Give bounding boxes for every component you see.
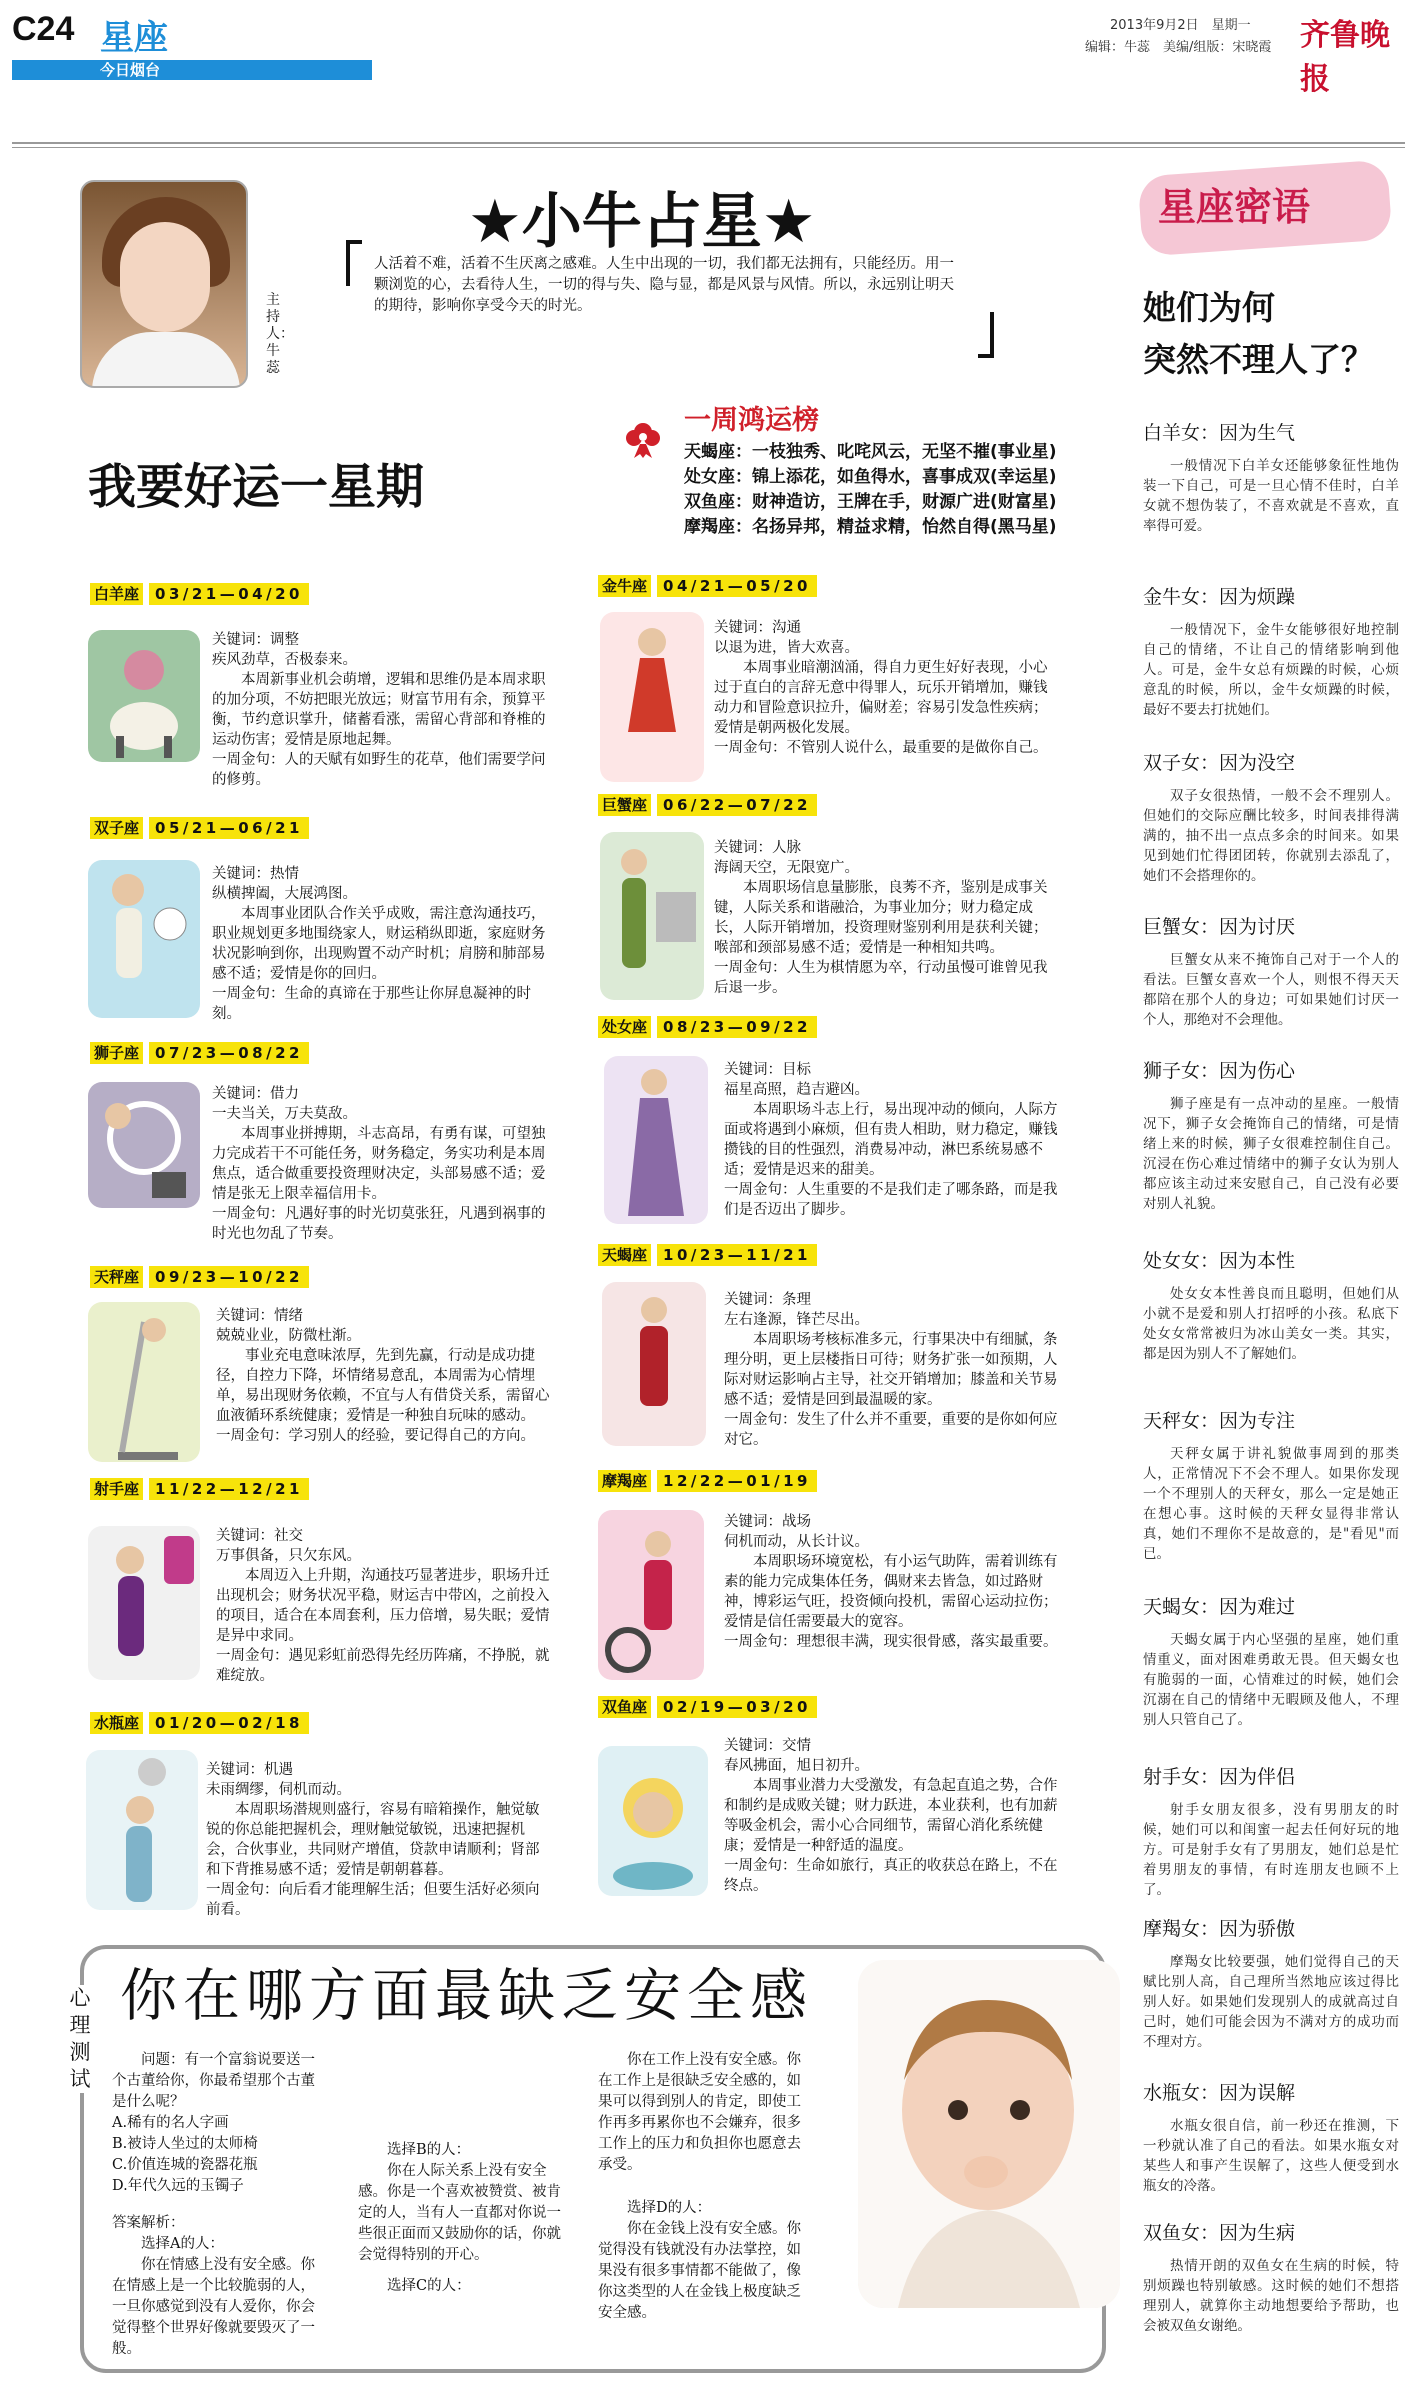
sign-name: 巨蟹座 bbox=[598, 794, 651, 816]
virgo-illustration bbox=[604, 1056, 708, 1224]
option: B.被诗人坐过的太师椅 bbox=[112, 2136, 258, 2152]
motto: 一周金句：人生重要的不是我们走了哪条路，而是我们是否迈出了脚步。 bbox=[724, 1182, 1058, 1218]
cancer-illustration bbox=[600, 832, 704, 1000]
fortune-list bbox=[684, 440, 1057, 540]
answer-c-text: 你在工作上没有安全感。你在工作上是很缺乏安全感的，如果可以得到别人的肯定，即使工作再多再累你也不会嫌弃，很多工作上的压力和负担你也愿意去承受。 bbox=[598, 2052, 801, 2173]
sidebar-item: 摩羯女：因为骄傲 摩羯女比较要强，她们觉得自己的天赋比别人高，自己理所当然地应该过得比别人好。如果她们发现别人的成就高过自己时，她们可能会因为不满对方的成功而不理对方。 bbox=[1143, 1918, 1399, 2050]
keyword: 关键词：条理 bbox=[724, 1292, 811, 1308]
phrase: 未雨绸缪，伺机而动。 bbox=[206, 1782, 351, 1798]
sign-date: 06/22—07/22 bbox=[657, 794, 817, 816]
sign-name: 射手座 bbox=[90, 1478, 143, 1500]
forecast: 本周事业团队合作关乎成败，需注意沟通技巧，职业规划更多地围绕家人，财运稍纵即逝，家庭财务状况影响到你，出现购置不动产时机；肩膀和肺部易感不适；爱情是你的回归。 bbox=[212, 906, 546, 982]
sign-name: 水瓶座 bbox=[90, 1712, 143, 1734]
aquarius-illustration bbox=[86, 1750, 198, 1910]
keyword: 关键词：借力 bbox=[212, 1086, 299, 1102]
ribbon-flower-icon bbox=[622, 418, 664, 460]
forecast: 本周职场潜规则盛行，容易有暗箱操作，触觉敏锐的你总能把握机会，理财触觉敏锐，迅速把握机会，合伙事业，共同财产增值，贷款申请顺利；肾部和下背推易感不适；爱情是朝朝暮暮。 bbox=[206, 1802, 540, 1878]
section-title: 星座 bbox=[100, 18, 168, 58]
phrase: 海阔天空，无限宽广。 bbox=[714, 860, 859, 876]
sagittarius-illustration bbox=[88, 1526, 200, 1680]
forecast: 本周事业暗潮汹涌，得自力更生好好表现，小心过于直白的言辞无意中得罪人，玩乐开销增加，赚钱动力和冒险意识拉升，偏财差；容易引发急性疾病；爱情是朝两极化发展。 bbox=[714, 660, 1048, 736]
forecast: 本周职场环境宽松，有小运气助阵，需着训练有素的能力完成集体任务，偶财来去皆急，如过路财神，博彩运气旺，投资倾向投机，需留心运动拉伤；爱情是信任需要最大的宽容。 bbox=[724, 1554, 1058, 1630]
sidebar-item: 天蝎女：因为难过 天蝎女属于内心坚强的星座，她们重情重义，面对困难勇敢无畏。但天蝎女也有脆弱的一面，心情难过的时候，她们会沉溺在自己的情绪中无暇顾及他人，不理别人只管自己了。 bbox=[1143, 1596, 1399, 1728]
question-line: 她们为何 bbox=[1143, 288, 1275, 327]
motto: 一周金句：遇见彩虹前恐得先经历阵痛，不挣脱，就难绽放。 bbox=[216, 1648, 550, 1684]
motto: 一周金句：发生了什么并不重要，重要的是你如何应对它。 bbox=[724, 1412, 1058, 1448]
sign-name: 天秤座 bbox=[90, 1266, 143, 1288]
psych-test-title: 你在哪方面最缺乏安全感 bbox=[120, 1963, 813, 2029]
answer-label: 答案解析： bbox=[112, 2215, 185, 2231]
phrase: 兢兢业业，防微杜渐。 bbox=[216, 1328, 361, 1344]
answer-a-label: 选择A的人： bbox=[141, 2236, 224, 2252]
forecast: 本周事业拼搏期，斗志高昂，有勇有谋，可望独力完成若干不可能任务，财务稳定，务实功利是本周焦点，适合做重要投资理财决定，头部易感不适；爱情是张无上限幸福信用卡。 bbox=[212, 1126, 546, 1202]
sidebar-item: 处女女：因为本性 处女女本性善良而且聪明，但她们从小就不是爱和别人打招呼的小孩。私底下处女女常常被归为冰山美女一类。其实，都是因为别人不了解她们。 bbox=[1143, 1250, 1399, 1362]
cancer-header bbox=[598, 794, 817, 816]
taurus-illustration bbox=[600, 612, 704, 782]
sign-date: 04/21—05/20 bbox=[657, 575, 817, 597]
keyword: 关键词：目标 bbox=[724, 1062, 811, 1078]
sign-name: 狮子座 bbox=[90, 1042, 143, 1064]
libra-header bbox=[90, 1266, 309, 1288]
keyword: 关键词：战场 bbox=[724, 1514, 811, 1530]
phrase: 万事俱备，只欠东风。 bbox=[216, 1548, 361, 1564]
sidebar-item: 射手女：因为伴侣 射手女朋友很多，没有男朋友的时候，她们可以和闺蜜一起去任何好玩的地方。可是射手女有了男朋友，她们总是忙着男朋友的事情，有时连朋友也顾不上了。 bbox=[1143, 1766, 1399, 1898]
fortune-item: 天蝎座：一枝独秀、叱咤风云，无坚不摧(事业星) bbox=[684, 442, 1057, 462]
sign-date: 07/23—08/22 bbox=[149, 1042, 309, 1064]
keyword: 关键词：人脉 bbox=[714, 840, 801, 856]
sidebar-item: 狮子女：因为伤心 狮子座是有一点冲动的星座。一般情况下，狮子女会掩饰自己的情绪，可是情绪上来的时候，狮子女很难控制住自己。沉浸在伤心难过情绪中的狮子女认为别人都应该主动过来安慰自己，自己没有必要对别人礼貌。 bbox=[1143, 1060, 1399, 1212]
quote-bracket-right bbox=[978, 312, 994, 358]
keyword: 关键词：调整 bbox=[212, 632, 299, 648]
answer-c-label: 选择C的人： bbox=[387, 2278, 471, 2294]
question: 问题：有一个富翁说要送一个古董给你，你最希望那个古董是什么呢？ bbox=[112, 2052, 315, 2110]
capricorn-illustration bbox=[598, 1510, 704, 1680]
aries-illustration bbox=[88, 630, 200, 762]
phrase: 左右逢源，锋芒尽出。 bbox=[724, 1312, 869, 1328]
forecast: 本周新事业机会萌增，逻辑和思维仍是本周求职的加分项，不妨把眼光放远；财富节用有余，预算平衡，节约意识掌升，储蓄看涨，需留心背部和脊椎的运动伤害；爱情是原地起舞。 bbox=[212, 672, 546, 748]
sidebar-item: 双鱼女：因为生病 热情开朗的双鱼女在生病的时候，特别烦躁也特别敏感。这时候的她们不想搭理别人，就算你主动地想要给予帮助，也会被双鱼女谢绝。 bbox=[1143, 2222, 1399, 2334]
fortune-item: 摩羯座：名扬异邦，精益求精，怡然自得(黑马星) bbox=[684, 517, 1057, 537]
host-label: 主持人：牛蕊 bbox=[266, 292, 294, 376]
phrase: 伺机而动，从长计议。 bbox=[724, 1534, 869, 1550]
sign-date: 09/23—10/22 bbox=[149, 1266, 309, 1288]
sign-name: 处女座 bbox=[598, 1016, 651, 1038]
column-title: ★小牛占星★ bbox=[468, 187, 816, 257]
forecast: 事业充电意味浓厚，先到先赢，行动是成功捷径，自控力下降，坏情绪易意乱，本周需为心情埋单，易出现财务依赖，不宜与人有借贷关系，需留心血液循环系统健康；爱情是一种独自玩味的感动。 bbox=[216, 1348, 550, 1424]
psych-test-tag: 心理测试 bbox=[66, 1985, 94, 2093]
motto: 一周金句：生命的真谛在于那些让你屏息凝神的时刻。 bbox=[212, 986, 531, 1022]
libra-illustration bbox=[88, 1302, 200, 1462]
sign-date: 10/23—11/21 bbox=[657, 1244, 817, 1266]
keyword: 关键词：情绪 bbox=[216, 1308, 303, 1324]
keyword: 关键词：沟通 bbox=[714, 620, 801, 636]
sign-name: 金牛座 bbox=[598, 575, 651, 597]
sign-date: 05/21—06/21 bbox=[149, 817, 309, 839]
sidebar-item: 巨蟹女：因为讨厌 巨蟹女从来不掩饰自己对于一个人的看法。巨蟹女喜欢一个人，则恨不得天天都陪在那个人的身边；可如果她们讨厌一个人，那绝对不会理他。 bbox=[1143, 916, 1399, 1028]
motto: 一周金句：凡遇好事的时光切莫张狂，凡遇到祸事的时光也勿乱了节奏。 bbox=[212, 1206, 546, 1242]
host-photo bbox=[80, 180, 248, 388]
sidebar-item: 天秤女：因为专注 天秤女属于讲礼貌做事周到的那类人，正常情况下不会不理人。如果你发现一个不理别人的天秤女，那么一定是她正在想心事。这时候的天秤女显得非常认真，她们不理你不是故意的，是"看见"而已。 bbox=[1143, 1410, 1399, 1562]
sign-name: 双鱼座 bbox=[598, 1696, 651, 1718]
answer-b-label: 选择B的人： bbox=[387, 2142, 471, 2158]
virgo-header bbox=[598, 1016, 817, 1038]
sign-date: 08/23—09/22 bbox=[657, 1016, 817, 1038]
baby-photo bbox=[858, 1960, 1120, 2308]
phrase: 春风拂面，旭日初升。 bbox=[724, 1758, 869, 1774]
pisces-illustration bbox=[598, 1746, 708, 1896]
sign-date: 02/19—03/20 bbox=[657, 1696, 817, 1718]
aquarius-header bbox=[90, 1712, 309, 1734]
slogan-headline: 我要好运一星期 bbox=[88, 459, 425, 515]
quote-bracket-left bbox=[346, 240, 362, 286]
motto: 一周金句：学习别人的经验，要记得自己的方向。 bbox=[216, 1428, 535, 1444]
motto: 一周金句：理想很丰满，现实很骨感，落实最重要。 bbox=[724, 1634, 1058, 1650]
forecast: 本周事业潜力大受激发，有急起直追之势，合作和制约是成败关键；财力跃进，本业获利，也有加薪等吸金机会，需小心合同细节，需留心消化系统健康；爱情是一种舒适的温度。 bbox=[724, 1778, 1058, 1854]
phrase: 疾风劲草，否极泰来。 bbox=[212, 652, 357, 668]
scorpio-illustration bbox=[602, 1282, 706, 1446]
section-bar: 今日烟台 bbox=[12, 60, 372, 80]
column-intro: 人活着不难，活着不生厌离之感难。人生中出现的一切，我们都无法拥有，只能经历。用一颗浏览的心，去看待人生，一切的得与失、隐与显，都是风景与风情。所以，永远别让明天的期待，影响你享受今天的时光。 bbox=[374, 256, 954, 314]
motto: 一周金句：不管别人说什么，最重要的是做你自己。 bbox=[714, 740, 1048, 756]
editors-line: 编辑：牛蕊 美编/组版：宋晓霞 bbox=[1085, 40, 1272, 55]
keyword: 关键词：机遇 bbox=[206, 1762, 293, 1778]
fortune-item: 双鱼座：财神造访，王牌在手，财源广进(财富星) bbox=[684, 492, 1057, 512]
motto: 一周金句：人生为棋情愿为卒，行动虽慢可谁曾见我后退一步。 bbox=[714, 960, 1048, 996]
aries-header bbox=[90, 583, 309, 605]
sagittarius-header bbox=[90, 1478, 309, 1500]
keyword: 关键词：交情 bbox=[724, 1738, 811, 1754]
option: D.年代久远的玉镯子 bbox=[112, 2178, 244, 2194]
leo-header bbox=[90, 1042, 309, 1064]
sidebar-question bbox=[1143, 282, 1374, 386]
question-line: 突然不理人了？ bbox=[1143, 340, 1374, 379]
phrase: 福星高照，趋吉避凶。 bbox=[724, 1082, 869, 1098]
scorpio-header bbox=[598, 1244, 817, 1266]
leo-illustration bbox=[88, 1082, 200, 1208]
sign-name: 摩羯座 bbox=[598, 1470, 651, 1492]
forecast: 本周迈入上升期，沟通技巧显著进步，职场升迁出现机会；财务状况平稳，财运吉中带凶，之前投入的项目，适合在本周套利，压力倍增，易失眠；爱情是异中求同。 bbox=[216, 1568, 550, 1644]
sign-date: 11/22—12/21 bbox=[149, 1478, 309, 1500]
gemini-header bbox=[90, 817, 309, 839]
phrase: 以退为进，皆大欢喜。 bbox=[714, 640, 859, 656]
keyword: 关键词：社交 bbox=[216, 1528, 303, 1544]
pisces-header bbox=[598, 1696, 817, 1718]
answer-d-text: 你在金钱上没有安全感。你觉得没有钱就没有办法掌控，如果没有很多事情都不能做了，像你这类型的人在金钱上极度缺乏安全感。 bbox=[598, 2221, 801, 2321]
newspaper-logo: 齐鲁晚报 bbox=[1300, 18, 1390, 97]
forecast: 本周职场信息量膨胀，良莠不齐，鉴别是成事关键，人际关系和谐融洽，为事业加分；财力稳定成长，人际开销增加，投资理财鉴别利用是获利关键；喉部和颈部易感不适；爱情是一种相知共鸣。 bbox=[714, 880, 1048, 956]
motto: 一周金句：向后看才能理解生活；但要生活好必须向前看。 bbox=[206, 1882, 540, 1918]
forecast: 本周职场考核标准多元，行事果决中有细腻，条理分明，更上层楼指日可待；财务扩张一如预期，人际对财运影响占主导，社交开销增加；膝盖和关节易感不适；爱情是回到最温暖的家。 bbox=[724, 1332, 1058, 1408]
option: C.价值连城的瓷器花瓶 bbox=[112, 2157, 258, 2173]
sidebar-item: 水瓶女：因为误解 水瓶女很自信，前一秒还在推测，下一秒就认准了自己的看法。如果水瓶女对某些人和事产生误解了，这些人便受到水瓶女的冷落。 bbox=[1143, 2082, 1399, 2194]
forecast: 本周职场斗志上行，易出现冲动的倾向，人际方面或将遇到小麻烦，但有贵人相助，财力稳定，赚钱攒钱的目的性强烈，消费易冲动，淋巴系统易感不适；爱情是迟来的甜美。 bbox=[724, 1102, 1058, 1178]
taurus-header bbox=[598, 575, 817, 597]
answer-d-label: 选择D的人： bbox=[627, 2200, 712, 2216]
motto: 一周金句：人的天赋有如野生的花草，他们需要学问的修剪。 bbox=[212, 752, 546, 788]
sidebar-item: 白羊女：因为生气 一般情况下白羊女还能够象征性地伪装一下自己，可是一旦心情不佳时，白羊女就不想伪装了，不喜欢就是不喜欢，直率得可爱。 bbox=[1143, 422, 1399, 534]
motto: 一周金句：生命如旅行，真正的收获总在路上，不在终点。 bbox=[724, 1858, 1058, 1894]
header-divider bbox=[12, 142, 1405, 148]
phrase: 一夫当关，万夫莫敌。 bbox=[212, 1106, 357, 1122]
sidebar-item: 双子女：因为没空 双子女很热情，一般不会不理别人。但她们的交际应酬比较多，时间表排得满满的，抽不出一点点多余的时间来。如果见到她们忙得团团转，你就别去添乱了，她们不会搭理你的。 bbox=[1143, 752, 1399, 884]
sign-date: 03/21—04/20 bbox=[149, 583, 309, 605]
capricorn-header bbox=[598, 1470, 817, 1492]
answer-a-text: 你在情感上没有安全感。你在情感上是一个比较脆弱的人，一旦你感觉到没有人爱你，你会觉得整个世界好像就要毁灭了一般。 bbox=[112, 2257, 315, 2357]
fortune-title: 一周鸿运榜 bbox=[684, 405, 819, 436]
phrase: 纵横捭阖，大展鸿图。 bbox=[212, 886, 357, 902]
keyword: 关键词：热情 bbox=[212, 866, 299, 882]
page-number: C24 bbox=[12, 10, 75, 48]
sidebar-item: 金牛女：因为烦躁 一般情况下，金牛女能够很好地控制自己的情绪，不让自己的情绪影响到他人。可是，金牛女总有烦躁的时候，心烦意乱的时候，所以，金牛女烦躁的时候，最好不要去打扰她们。 bbox=[1143, 586, 1399, 718]
sign-date: 01/20—02/18 bbox=[149, 1712, 309, 1734]
date-line: 2013年9月2日 星期一 bbox=[1110, 18, 1251, 33]
sign-name: 天蝎座 bbox=[598, 1244, 651, 1266]
gemini-illustration bbox=[88, 860, 200, 1018]
fortune-item: 处女座：锦上添花，如鱼得水，喜事成双(幸运星) bbox=[684, 467, 1057, 487]
sidebar-list bbox=[1143, 420, 1399, 2336]
sign-name: 双子座 bbox=[90, 817, 143, 839]
answer-b-text: 你在人际关系上没有安全感。你是一个喜欢被赞赏、被肯定的人，当有人一直都对你说一些很正面而又鼓励你的话，你就会觉得特别的开心。 bbox=[358, 2163, 561, 2263]
sign-date: 12/22—01/19 bbox=[657, 1470, 817, 1492]
sidebar-banner-title: 星座密语 bbox=[1158, 185, 1311, 229]
option: A.稀有的名人字画 bbox=[112, 2115, 229, 2131]
sign-name: 白羊座 bbox=[90, 583, 143, 605]
